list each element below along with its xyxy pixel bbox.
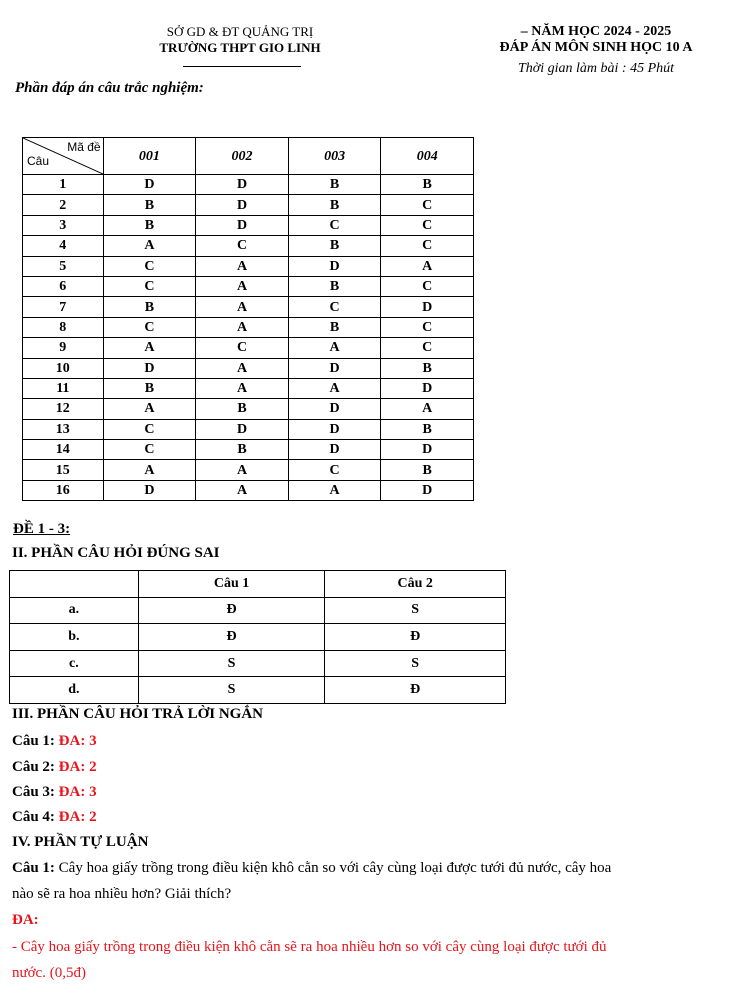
question-number: 16 [23, 480, 104, 500]
short-answer-label: Câu 4: [12, 809, 55, 825]
answer-cell: B [103, 297, 196, 317]
tf-cell: S [138, 677, 325, 704]
answer-cell: A [196, 276, 289, 296]
answer-cell: A [288, 480, 381, 500]
answer-cell: A [196, 358, 289, 378]
answer-row [23, 195, 474, 215]
essay-answer-text: - Cây hoa giấy trồng trong điều kiện khô cằn sẽ ra hoa nhiều hơn so với cây cùng loại được tưới đủ [12, 939, 607, 955]
question-number: 14 [23, 440, 104, 460]
answer-cell: A [196, 317, 289, 337]
answer-row [23, 215, 474, 235]
answer-cell: B [288, 175, 381, 195]
tf-cell: Đ [325, 624, 506, 651]
answer-cell: D [288, 419, 381, 439]
answer-cell: D [103, 480, 196, 500]
header-divider [183, 66, 301, 67]
answer-cell: C [288, 215, 381, 235]
answer-cell: A [196, 256, 289, 276]
answer-row [23, 440, 474, 460]
answer-row [23, 236, 474, 256]
answer-row [23, 378, 474, 398]
answer-row [23, 256, 474, 276]
answer-cell: A [103, 236, 196, 256]
answer-cell: B [381, 460, 474, 480]
question-number: 1 [23, 175, 104, 195]
essay-question-cont: nào sẽ ra hoa nhiều hơn? Giải thích? [12, 886, 232, 902]
answer-cell: C [381, 215, 474, 235]
short-answer-item [12, 733, 97, 750]
short-answer-item [12, 809, 97, 826]
tf-cell: S [325, 650, 506, 677]
answer-cell: D [196, 215, 289, 235]
question-number: 4 [23, 236, 104, 256]
answer-cell: B [103, 215, 196, 235]
answer-row [23, 276, 474, 296]
code-header: 003 [288, 138, 381, 175]
essay-question-label: Câu 1: [12, 860, 55, 876]
tf-cell: Đ [138, 597, 325, 624]
question-number: 5 [23, 256, 104, 276]
answer-cell: C [103, 256, 196, 276]
answer-cell: D [288, 358, 381, 378]
answer-cell: C [103, 276, 196, 296]
question-number: 2 [23, 195, 104, 215]
question-number: 3 [23, 215, 104, 235]
question-number: 6 [23, 276, 104, 296]
answer-row [23, 460, 474, 480]
answer-cell: A [381, 399, 474, 419]
answer-cell: A [196, 480, 289, 500]
question-number: 13 [23, 419, 104, 439]
answer-cell: C [103, 317, 196, 337]
tf-header-cell: Câu 1 [138, 571, 325, 598]
school-name: TRƯỜNG THPT GIO LINH [159, 40, 321, 55]
mc-section-title: Phần đáp án câu trắc nghiệm: [15, 80, 204, 96]
answer-cell: C [288, 297, 381, 317]
answer-row [23, 338, 474, 358]
section3-title: III. PHẦN CÂU HỎI TRẢ LỜI NGẮN [12, 706, 264, 722]
question-number: 8 [23, 317, 104, 337]
answer-cell: C [381, 276, 474, 296]
answer-cell: B [288, 317, 381, 337]
answer-cell: C [196, 236, 289, 256]
code-header: 002 [196, 138, 289, 175]
answer-cell: A [381, 256, 474, 276]
answer-cell: C [381, 338, 474, 358]
dept-name: SỞ GD & ĐT QUẢNG TRỊ [166, 24, 314, 39]
tf-row [10, 624, 506, 651]
answer-cell: D [288, 440, 381, 460]
tf-header-cell [10, 571, 139, 598]
question-number: 15 [23, 460, 104, 480]
answer-cell: B [288, 236, 381, 256]
tf-row [10, 677, 506, 704]
answer-cell: D [381, 378, 474, 398]
answer-cell: D [288, 399, 381, 419]
exam-time: Thời gian làm bài : 45 Phút [517, 61, 675, 76]
answer-cell: D [196, 175, 289, 195]
answer-cell: A [103, 399, 196, 419]
answer-cell: C [381, 236, 474, 256]
answer-cell: A [288, 338, 381, 358]
section2-title: II. PHẦN CÂU HỎI ĐÚNG SAI [12, 545, 220, 561]
short-answer-item [12, 784, 97, 801]
answer-cell: A [196, 378, 289, 398]
answer-row [23, 358, 474, 378]
answer-cell: D [196, 195, 289, 215]
tf-cell: S [325, 597, 506, 624]
short-answer-value: ĐA: 3 [58, 784, 97, 800]
tf-cell: Đ [138, 624, 325, 651]
answer-cell: D [381, 297, 474, 317]
tf-row-label: c. [10, 650, 139, 677]
question-number: 11 [23, 378, 104, 398]
answer-cell: C [381, 317, 474, 337]
answer-cell: D [103, 175, 196, 195]
question-number: 9 [23, 338, 104, 358]
tf-row [10, 597, 506, 624]
question-number: 10 [23, 358, 104, 378]
true-false-table [9, 570, 506, 704]
corner-cell [23, 138, 104, 175]
answer-row [23, 175, 474, 195]
corner-question-label: Câu [27, 154, 50, 168]
answer-cell: C [196, 338, 289, 358]
answer-cell: D [381, 480, 474, 500]
answer-cell: D [196, 419, 289, 439]
answer-cell: B [381, 175, 474, 195]
question-number: 7 [23, 297, 104, 317]
answer-cell: C [103, 440, 196, 460]
answer-cell: A [103, 338, 196, 358]
answer-cell: B [381, 419, 474, 439]
answer-cell: B [196, 399, 289, 419]
short-answer-label: Câu 1: [12, 733, 55, 749]
exam-code-label: ĐỀ 1 - 3: [13, 521, 71, 537]
answer-cell: B [103, 195, 196, 215]
exam-subject: ĐÁP ÁN MÔN SINH HỌC 10 A [499, 40, 693, 55]
answer-cell: A [196, 460, 289, 480]
answer-cell: C [381, 195, 474, 215]
answer-row [23, 399, 474, 419]
tf-row [10, 650, 506, 677]
answer-cell: D [103, 358, 196, 378]
answer-table-header [23, 138, 474, 175]
answer-cell: C [103, 419, 196, 439]
tf-header-row [10, 571, 506, 598]
short-answer-value: ĐA: 2 [58, 759, 97, 775]
answer-cell: A [196, 297, 289, 317]
answer-cell: A [103, 460, 196, 480]
answer-cell: B [381, 358, 474, 378]
tf-cell: Đ [325, 677, 506, 704]
answer-cell: B [288, 276, 381, 296]
answer-cell: B [196, 440, 289, 460]
corner-code-label: Mã đề [67, 140, 101, 154]
essay-question-text: Cây hoa giấy trồng trong điều kiện khô cằn so với cây cùng loại được tưới đủ nước, cây hoa [54, 860, 612, 876]
answer-cell: B [288, 195, 381, 215]
tf-row-label: a. [10, 597, 139, 624]
short-answer-value: ĐA: 2 [58, 809, 97, 825]
section4-title: IV. PHẦN TỰ LUẬN [12, 834, 149, 850]
answer-table [22, 137, 474, 501]
short-answer-label: Câu 2: [12, 759, 55, 775]
code-header: 004 [381, 138, 474, 175]
essay-answer-label: ĐA: [12, 912, 39, 928]
answer-row [23, 480, 474, 500]
question-number: 12 [23, 399, 104, 419]
essay-answer-text-cont: nước. (0,5đ) [12, 965, 86, 981]
tf-row-label: b. [10, 624, 139, 651]
answer-row [23, 317, 474, 337]
essay-question [12, 860, 727, 877]
answer-row [23, 419, 474, 439]
answer-cell: D [381, 440, 474, 460]
tf-header-cell: Câu 2 [325, 571, 506, 598]
answer-cell: B [103, 378, 196, 398]
answer-cell: C [288, 460, 381, 480]
code-header: 001 [103, 138, 196, 175]
tf-cell: S [138, 650, 325, 677]
school-year: – NĂM HỌC 2024 - 2025 [520, 24, 672, 39]
short-answer-item [12, 759, 97, 776]
tf-row-label: d. [10, 677, 139, 704]
answer-cell: A [288, 378, 381, 398]
short-answer-label: Câu 3: [12, 784, 55, 800]
short-answer-value: ĐA: 3 [58, 733, 97, 749]
answer-row [23, 297, 474, 317]
answer-cell: D [288, 256, 381, 276]
